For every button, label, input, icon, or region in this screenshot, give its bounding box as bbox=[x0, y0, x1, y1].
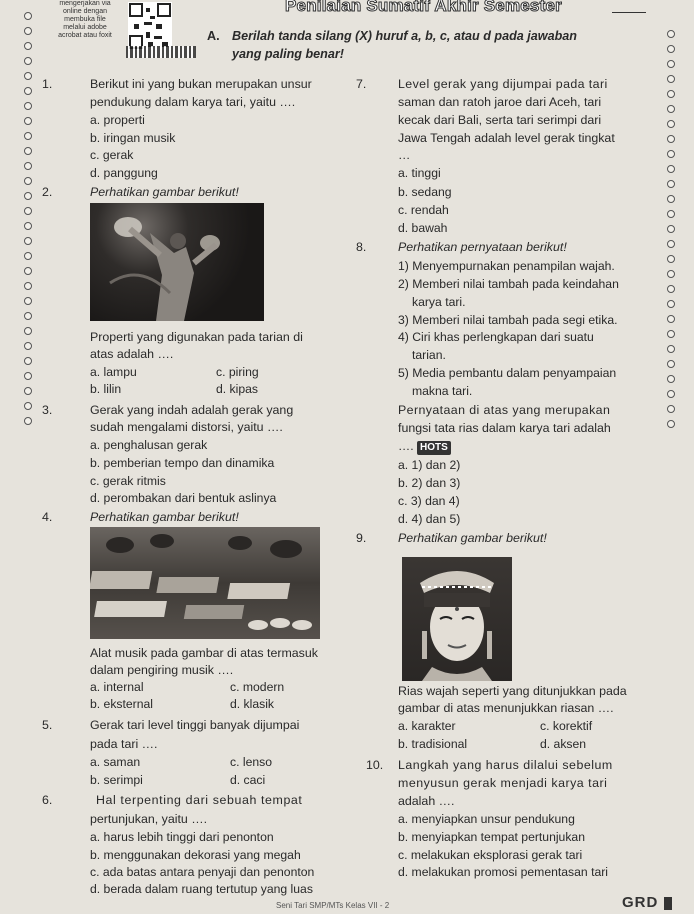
q7-option-d[interactable]: d. bawah bbox=[398, 221, 448, 235]
stamp-line: online dengan bbox=[63, 8, 107, 15]
q6-option-c[interactable]: c. ada batas antara penyaji dan penonton bbox=[90, 865, 315, 879]
stamp-line: membuka file bbox=[64, 16, 106, 23]
instruction-cont: yang paling benar! bbox=[232, 47, 344, 61]
q9-option-a[interactable]: a. karakter bbox=[398, 719, 456, 733]
binding-dot bbox=[24, 12, 32, 20]
binding-dot bbox=[24, 102, 32, 110]
q10-text-cont: adalah …. bbox=[398, 794, 455, 808]
q7-number: 7. bbox=[356, 77, 367, 91]
q8-ellipsis bbox=[398, 438, 451, 456]
q10-option-c[interactable]: c. melakukan eksplorasi gerak tari bbox=[398, 848, 583, 862]
q6-option-a[interactable]: a. harus lebih tinggi dari penonton bbox=[90, 830, 274, 844]
binding-dot bbox=[24, 57, 32, 65]
q7-option-a[interactable]: a. tinggi bbox=[398, 166, 441, 180]
q2-number: 2. bbox=[42, 185, 53, 199]
q3-text: Gerak yang indah adalah gerak yang bbox=[90, 403, 294, 417]
binding-dot bbox=[24, 297, 32, 305]
binding-dot bbox=[667, 195, 675, 203]
q5-option-c[interactable]: c. lenso bbox=[230, 755, 273, 769]
binding-dot bbox=[24, 132, 32, 140]
q8-statement-cont: makna tari. bbox=[412, 384, 473, 398]
binding-dot bbox=[667, 90, 675, 98]
q4-option-b[interactable]: b. eksternal bbox=[90, 697, 154, 711]
binding-dot bbox=[667, 360, 675, 368]
q3-option-a[interactable]: a. penghalusan gerak bbox=[90, 438, 208, 452]
binding-dot bbox=[667, 45, 675, 53]
binding-dot bbox=[24, 87, 32, 95]
q7-text-cont: Jawa Tengah adalah level gerak tingkat bbox=[398, 131, 615, 145]
q7-text-cont: … bbox=[398, 148, 411, 162]
q9-option-c[interactable]: c. korektif bbox=[540, 719, 593, 733]
q8-option-c[interactable]: c. 3) dan 4) bbox=[398, 494, 460, 508]
binding-dot bbox=[667, 180, 675, 188]
binding-dot bbox=[667, 240, 675, 248]
binding-dot bbox=[24, 402, 32, 410]
binding-dot bbox=[667, 120, 675, 128]
q10-text: Langkah yang harus dilalui sebelum bbox=[398, 758, 613, 772]
binding-dot bbox=[24, 342, 32, 350]
q5-option-b[interactable]: b. serimpi bbox=[90, 773, 143, 787]
q4-option-a[interactable]: a. internal bbox=[90, 680, 144, 694]
q2-option-b[interactable]: b. lilin bbox=[90, 382, 122, 396]
binding-dot bbox=[24, 117, 32, 125]
q4-text: Alat musik pada gambar di atas termasuk bbox=[90, 646, 318, 660]
binding-dot bbox=[24, 312, 32, 320]
binding-dot bbox=[667, 225, 675, 233]
binding-dot bbox=[24, 327, 32, 335]
binding-dot bbox=[24, 177, 32, 185]
binding-dot bbox=[667, 255, 675, 263]
q10-option-d[interactable]: d. melakukan promosi pementasan tari bbox=[398, 865, 609, 879]
q8-number: 8. bbox=[356, 240, 367, 254]
q9-prompt: Perhatikan gambar berikut! bbox=[398, 531, 547, 545]
binding-dot bbox=[24, 42, 32, 50]
brand-mark-icon bbox=[664, 897, 672, 910]
binding-dot bbox=[667, 345, 675, 353]
q7-option-b[interactable]: b. sedang bbox=[398, 185, 452, 199]
q3-option-d[interactable]: d. perombakan dari bentuk aslinya bbox=[90, 491, 277, 505]
binding-dot bbox=[667, 135, 675, 143]
q5-option-a[interactable]: a. saman bbox=[90, 755, 141, 769]
gamelan-photo-art bbox=[90, 527, 320, 639]
binding-dot bbox=[24, 282, 32, 290]
q9-text: Rias wajah seperti yang ditunjukkan pada bbox=[398, 684, 627, 698]
q1-option-d[interactable]: d. panggung bbox=[90, 166, 158, 180]
adobe-qr-small bbox=[126, 46, 196, 58]
q1-text-cont: pendukung dalam karya tari, yaitu …. bbox=[90, 95, 296, 109]
q2-option-c[interactable]: c. piring bbox=[216, 365, 259, 379]
binding-dot bbox=[667, 60, 675, 68]
footer-text: Seni Tari SMP/MTs Kelas VII - 2 bbox=[276, 901, 390, 910]
q5-text-cont: pada tari …. bbox=[90, 737, 158, 751]
binding-dot bbox=[24, 192, 32, 200]
binding-dot bbox=[24, 72, 32, 80]
q5-text: Gerak tari level tinggi banyak dijumpai bbox=[90, 718, 300, 732]
footer-brand: GRD bbox=[622, 894, 659, 911]
q8-statement: 2) Memberi nilai tambah pada keindahan bbox=[398, 277, 619, 291]
binding-dot bbox=[24, 417, 32, 425]
stamp-line: mengerjakan via bbox=[59, 0, 111, 7]
binding-dot bbox=[667, 330, 675, 338]
q7-text-cont: saman dan ratoh jaroe dari Aceh, tari bbox=[398, 95, 602, 109]
q8-statement: 3) Memberi nilai tambah pada segi etika. bbox=[398, 313, 618, 327]
q2-option-d[interactable]: d. kipas bbox=[216, 382, 259, 396]
q9-number: 9. bbox=[356, 531, 367, 545]
binding-dot bbox=[24, 237, 32, 245]
binding-dot bbox=[667, 270, 675, 278]
binding-dot bbox=[24, 27, 32, 35]
binding-dot bbox=[24, 207, 32, 215]
q2-text-cont: atas adalah …. bbox=[90, 347, 174, 361]
binding-dot bbox=[667, 75, 675, 83]
binding-dot bbox=[24, 357, 32, 365]
q6-text-cont: pertunjukan, yaitu …. bbox=[90, 812, 208, 826]
q6-option-b[interactable]: b. menggunakan dekorasi yang megah bbox=[90, 848, 301, 862]
q4-option-d[interactable]: d. klasik bbox=[230, 697, 275, 711]
q8-text: Pernyataan di atas yang merupakan bbox=[398, 403, 611, 417]
binding-dot bbox=[667, 30, 675, 38]
q7-text-cont: kecak dari Bali, serta tari serimpi dari bbox=[398, 113, 602, 127]
q1-option-b[interactable]: b. iringan musik bbox=[90, 131, 176, 145]
dancer-with-lamps-photo bbox=[90, 203, 264, 321]
binding-dot bbox=[667, 390, 675, 398]
dancer-makeup-photo bbox=[402, 557, 512, 681]
binding-dot bbox=[24, 372, 32, 380]
q8-ellipsis-text: …. bbox=[398, 439, 414, 453]
binding-dot bbox=[667, 420, 675, 428]
binding-dot bbox=[24, 267, 32, 275]
binding-dot bbox=[667, 210, 675, 218]
section-letter: A. bbox=[207, 29, 220, 43]
header-stamp bbox=[44, 0, 126, 40]
binding-dot bbox=[667, 300, 675, 308]
q9-text-cont: gambar di atas menunjukkan riasan …. bbox=[398, 701, 614, 715]
binding-dot bbox=[24, 387, 32, 395]
q5-number: 5. bbox=[42, 718, 53, 732]
binding-dot bbox=[24, 222, 32, 230]
gamelan-instruments-photo bbox=[90, 527, 320, 639]
q8-statement-cont: karya tari. bbox=[412, 295, 466, 309]
q6-text: Hal terpenting dari sebuah tempat bbox=[96, 793, 303, 807]
binding-dot bbox=[667, 285, 675, 293]
q2-option-a[interactable]: a. lampu bbox=[90, 365, 137, 379]
q8-statement: 4) Ciri khas perlengkapan dari suatu bbox=[398, 330, 594, 344]
qr-code-icon bbox=[128, 2, 172, 50]
binding-dot bbox=[667, 405, 675, 413]
q7-text: Level gerak yang dijumpai pada tari bbox=[398, 77, 608, 91]
makeup-photo-art bbox=[402, 557, 512, 681]
q6-number: 6. bbox=[42, 793, 53, 807]
q9-option-b[interactable]: b. tradisional bbox=[398, 737, 468, 751]
binding-dot bbox=[667, 105, 675, 113]
stamp-line: melalui adobe bbox=[63, 24, 107, 31]
q4-option-c[interactable]: c. modern bbox=[230, 680, 285, 694]
q1-number: 1. bbox=[42, 77, 53, 91]
q4-prompt: Perhatikan gambar berikut! bbox=[90, 510, 239, 524]
q2-prompt: Perhatikan gambar berikut! bbox=[90, 185, 239, 199]
q10-option-b[interactable]: b. menyiapkan tempat pertunjukan bbox=[398, 830, 585, 844]
q4-number: 4. bbox=[42, 510, 53, 524]
q8-option-d[interactable]: d. 4) dan 5) bbox=[398, 512, 461, 526]
q3-number: 3. bbox=[42, 403, 53, 417]
binding-dot bbox=[24, 147, 32, 155]
q7-option-c[interactable]: c. rendah bbox=[398, 203, 449, 217]
q8-statement: 5) Media pembantu dalam penyampaian bbox=[398, 366, 617, 380]
instruction: Berilah tanda silang (X) huruf a, b, c, atau d pada jawaban bbox=[232, 29, 577, 43]
q10-number: 10. bbox=[366, 758, 384, 772]
binding-dot bbox=[24, 252, 32, 260]
q1-text: Berikut ini yang bukan merupakan unsur bbox=[90, 77, 312, 91]
q8-option-b[interactable]: b. 2) dan 3) bbox=[398, 476, 461, 490]
q8-prompt: Perhatikan pernyataan berikut! bbox=[398, 240, 567, 254]
dancer-photo-art bbox=[90, 203, 264, 321]
stamp-line: acrobat atau foxit bbox=[58, 32, 112, 39]
q8-statement-cont: tarian. bbox=[412, 348, 446, 362]
q8-option-a[interactable]: a. 1) dan 2) bbox=[398, 458, 461, 472]
binding-dot bbox=[667, 375, 675, 383]
q1-option-c[interactable]: c. gerak bbox=[90, 148, 134, 162]
q3-option-c[interactable]: c. gerak ritmis bbox=[90, 474, 166, 488]
q5-option-d[interactable]: d. caci bbox=[230, 773, 266, 787]
q9-option-d[interactable]: d. aksen bbox=[540, 737, 587, 751]
q8-text-cont: fungsi tata rias dalam karya tari adalah bbox=[398, 421, 611, 435]
title-rule bbox=[612, 12, 646, 13]
qr-code bbox=[128, 2, 172, 50]
binding-dot bbox=[667, 315, 675, 323]
q2-text: Properti yang digunakan pada tarian di bbox=[90, 330, 303, 344]
binding-dot bbox=[667, 165, 675, 173]
binding-dot bbox=[24, 162, 32, 170]
hots-badge: HOTS bbox=[417, 441, 451, 455]
q8-statement: 1) Menyempurnakan penampilan wajah. bbox=[398, 259, 615, 273]
binding-dot bbox=[667, 150, 675, 158]
q6-option-d[interactable]: d. berada dalam ruang tertutup yang luas bbox=[90, 882, 313, 896]
q10-option-a[interactable]: a. menyiapkan unsur pendukung bbox=[398, 812, 575, 826]
q1-option-a[interactable]: a. properti bbox=[90, 113, 145, 127]
page-title: Penilaian Sumatif Akhir Semester bbox=[285, 0, 562, 15]
q4-text-cont: dalam pengiring musik …. bbox=[90, 663, 234, 677]
q3-text-cont: sudah mengalami distorsi, yaitu …. bbox=[90, 420, 283, 434]
q10-text-cont: menyusun gerak menjadi karya tari bbox=[398, 776, 608, 790]
q3-option-b[interactable]: b. pemberian tempo dan dinamika bbox=[90, 456, 275, 470]
